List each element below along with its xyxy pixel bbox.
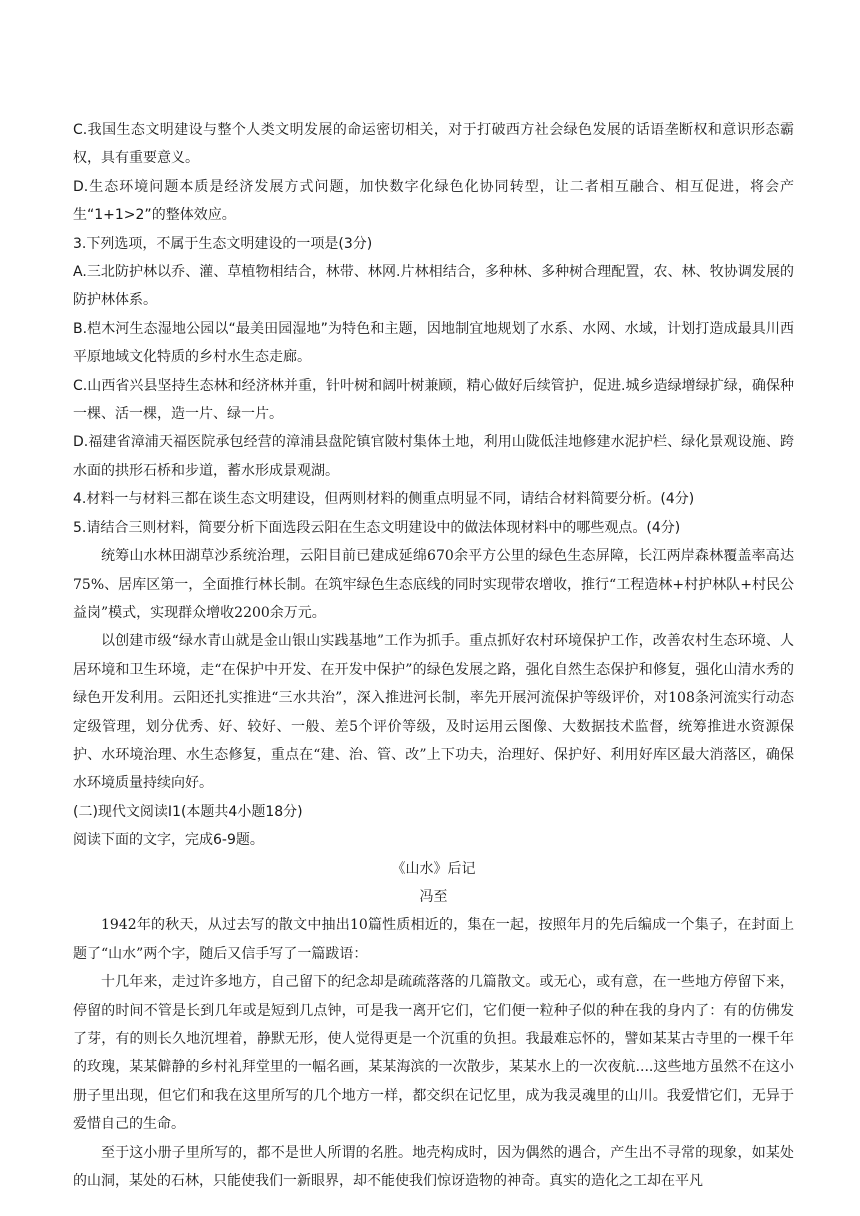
question-3-stem: 3.下列选项，不属于生态文明建设的一项是(3分) bbox=[73, 235, 373, 252]
yunyang-paragraph-1: 统筹山水林田湖草沙系统治理，云阳目前已建成延绵670余平方公里的绿色生态屏障，长江两岸森林覆盖率高达75%、居库区第一，全面推行林长制。在筑牢绿色生态底线的同时实现带农增收，推行“工程造林+村护林队+村民公益岗”模式，实现群众增收2200余万元。 bbox=[73, 548, 794, 621]
option-3b: B.桤木河生态湿地公园以“最美田园湿地”为特色和主题，因地制宜地规划了水系、水网、水域，计划打造成最具川西平原地域文化特质的乡村水生态走廊。 bbox=[73, 320, 794, 366]
option-3c: C.山西省兴县坚持生态林和经济林并重，针叶树和阔叶树兼顾，精心做好后续管护，促进.城乡造绿增绿扩绿，确保种一棵、活一棵，造一片、绿一片。 bbox=[73, 377, 794, 423]
article-title: 《山水》后记 bbox=[391, 860, 476, 877]
option-3a: A.三北防护林以乔、灌、草植物相结合，林带、林网.片林相结合，多种林、多种树合理配置，农、林、牧协调发展的防护林体系。 bbox=[73, 264, 794, 309]
option-2d: D.生态环境问题本质是经济发展方式问题，加快数字化绿色化协同转型，让二者相互融合、相互促进，将会产生“1+1>2”的整体效应。 bbox=[73, 178, 794, 224]
article-author: 冯至 bbox=[419, 888, 448, 905]
question-5: 5.请结合三则材料，简要分析下面选段云阳在生态文明建设中的做法体现材料中的哪些观点。(4分) bbox=[73, 519, 681, 536]
option-3d: D.福建省漳浦天福医院承包经营的漳浦县盘陀镇官陂村集体土地，利用山陇低洼地修建水泥护栏、绿化景观设施、跨水面的拱形石桥和步道，蓄水形成景观湖。 bbox=[73, 434, 794, 479]
section-heading: (二)现代文阅读I1(本题共4小题18分) bbox=[73, 803, 303, 820]
yunyang-paragraph-2: 以创建市级“绿水青山就是金山银山实践基地”工作为抓手。重点抓好农村环境保护工作，改善农村生态环境、人居环境和卫生环境，走“在保护中开发、在开发中保护”的绿色发展之路，强化自然生态保护和修复，强化山清水秀的绿色开发利用。云阳还扎实推进“三水共治”，深入推进河长制，率先开展河流保护等级评价，对108条河流实行动态定级管理，划分优秀、好、较好、一般、差5个评价等级，及时运用云图像、大数据技术监督，统筹推进水资源保护、水环境治理、水生态修复，重点在“建、治、管、改”上下功夫，治理好、保护好、利用好库区最大消落区，确保水环境质量持续向好。 bbox=[73, 633, 794, 792]
article-paragraph-3: 至于这小册子里所写的，都不是世人所谓的名胜。地壳构成时，因为偶然的遇合，产生出不寻常的现象，如某处的山洞，某处的石林，只能使我们一新眼界，却不能使我们惊讶造物的神奇。真实的造化之工却在平凡 bbox=[73, 1144, 794, 1190]
option-2c: C.我国生态文明建设与整个人类文明发展的命运密切相关，对于打破西方社会绿色发展的话语垄断权和意识形态霸权，具有重要意义。 bbox=[73, 122, 794, 167]
question-4: 4.材料一与材料三都在谈生态文明建设，但两则材料的侧重点明显不同，请结合材料简要分析。(4分) bbox=[73, 491, 695, 508]
reading-instruction: 阅读下面的文字，完成6-9题。 bbox=[73, 832, 264, 849]
article-paragraph-1: 1942年的秋天，从过去写的散文中抽出10篇性质相近的，集在一起，按照年月的先后编成一个集子，在封面上题了“山水”两个字，随后又信手写了一篇跋语： bbox=[73, 917, 794, 962]
article-paragraph-2: 十几年来，走过许多地方，自己留下的纪念却是疏疏落落的几篇散文。或无心，或有意，在一些地方停留下来，停留的时间不管是长到几年或是短到几点钟，可是我一离开它们，它们便一粒种子似的种在我的身内了：有的仿佛发了芽，有的则长久地沉埋着，静默无形，使人觉得更是一个沉重的负担。我最难忘怀的，譬如某某古寺里的一棵千年的玫瑰，某某僻静的乡村礼拜堂里的一幅名画，某某海滨的一次散步，某某水上的一次夜航....这些地方虽然不在这小册子里出现，但它们和我在这里所写的几个地方一样，都交织在记忆里，成为我灵魂里的山川。我爱惜它们，无异于爱惜自己的生命。 bbox=[73, 974, 794, 1133]
